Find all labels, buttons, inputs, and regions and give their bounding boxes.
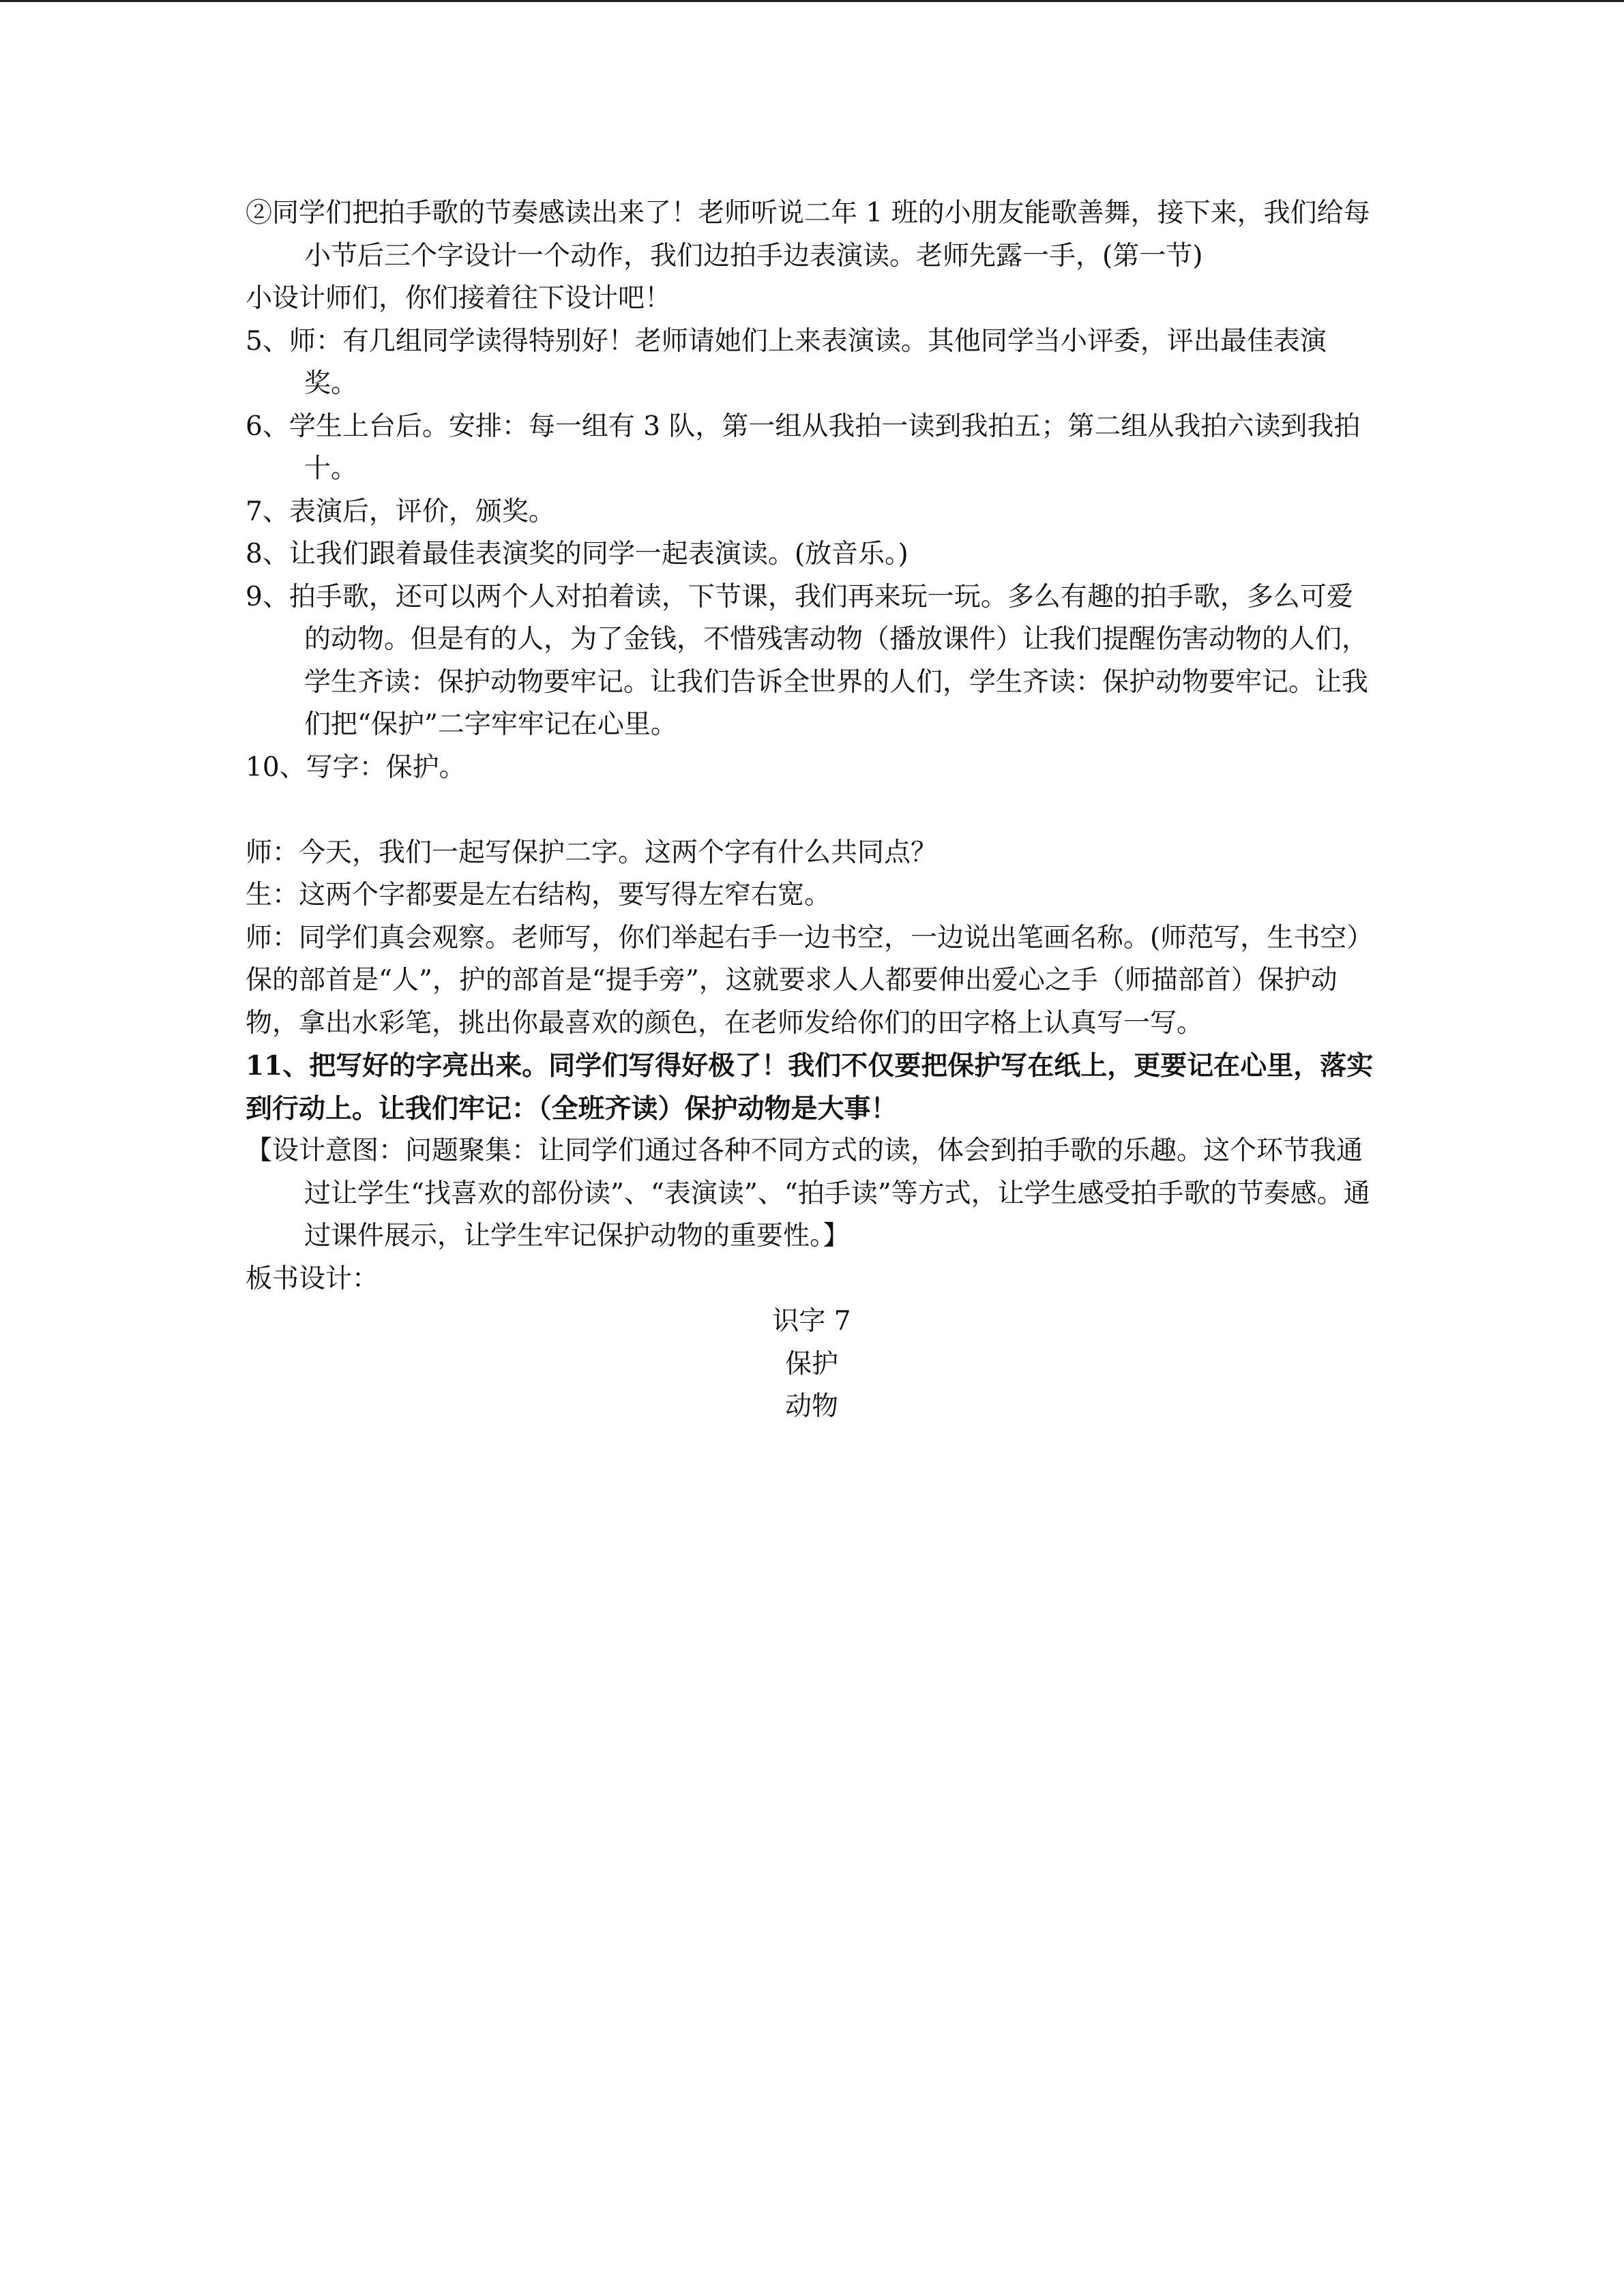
paragraph-step-9: 9、拍手歌，还可以两个人对拍着读，下节课，我们再来玩一玩。多么有趣的拍手歌，多么可爱的动物。但是有的人，为了金钱，不惜残害动物（播放课件）让我们提醒伤害动物的人们，学生齐读：保护动物要牢记。让我们告诉全世界的人们，学生齐读：保护动物要牢记。让我们把“保护”二字牢牢记在心里。 bbox=[246, 581, 1369, 740]
paragraph-student-answer: 生：这两个字都要是左右结构，要写得左窄右宽。 bbox=[246, 880, 831, 910]
paragraph-step-7: 7、表演后，评价，颁奖。 bbox=[246, 496, 555, 527]
paragraph-step-11: 11、把写好的字亮出来。同学们写得好极了！我们不仅要把保护写在纸上，更要记在心里，落实到行动上。让我们牢记：（全班齐读）保护动物是大事！ bbox=[246, 1050, 1374, 1124]
document-body bbox=[246, 192, 1378, 1429]
board-line-protect: 保护 bbox=[784, 1348, 838, 1380]
page-top-border bbox=[0, 0, 1624, 2]
board-line-animals: 动物 bbox=[784, 1391, 838, 1422]
paragraph-board-design-label: 板书设计： bbox=[246, 1263, 379, 1294]
paragraph-step-10: 10、写字：保护。 bbox=[246, 751, 466, 783]
paragraph-step-5: 5、师：有几组同学读得特别好！老师请她们上来表演读。其他同学当小评委，评出最佳表演奖。 bbox=[246, 325, 1327, 399]
board-design bbox=[246, 1300, 1378, 1429]
paragraph-design-intent: 【设计意图：问题聚集：让同学们通过各种不同方式的读，体会到拍手歌的乐趣。这个环节我通过让学生“找喜欢的部份读”、“表演读”、“拍手读”等方式，让学生感受拍手歌的节奏感。通过课件展示，让学生牢记保护动物的重要性。】 bbox=[246, 1135, 1370, 1251]
paragraph-circle-2-continued: 小设计师们，你们接着往下设计吧！ bbox=[246, 283, 672, 314]
paragraph-step-8: 8、让我们跟着最佳表演奖的同学一起表演读。(放音乐。) bbox=[246, 539, 909, 569]
blank-line bbox=[246, 789, 1378, 832]
paragraph-circle-2: ②同学们把拍手歌的节奏感读出来了！老师听说二年 1 班的小朋友能歌善舞，接下来，我们给每小节后三个字设计一个动作，我们边拍手边表演读。老师先露一手，(第一节) bbox=[246, 198, 1370, 271]
board-line-title: 识字 7 bbox=[772, 1306, 851, 1337]
paragraph-step-6: 6、学生上台后。安排：每一组有 3 队，第一组从我拍一读到我拍五；第二组从我拍六读到我拍十。 bbox=[246, 411, 1361, 484]
paragraph-teacher-writing: 师：同学们真会观察。老师写，你们举起右手一边书空，一边说出笔画名称。(师范写，生书空）保的部首是“人”，护的部首是“提手旁”，这就要求人人都要伸出爱心之手（师描部首）保护动物，拿出水彩笔，挑出你最喜欢的颜色，在老师发给你们的田字格上认真写一写。 bbox=[246, 922, 1374, 1039]
paragraph-teacher-question: 师：今天，我们一起写保护二字。这两个字有什么共同点？ bbox=[246, 837, 938, 868]
